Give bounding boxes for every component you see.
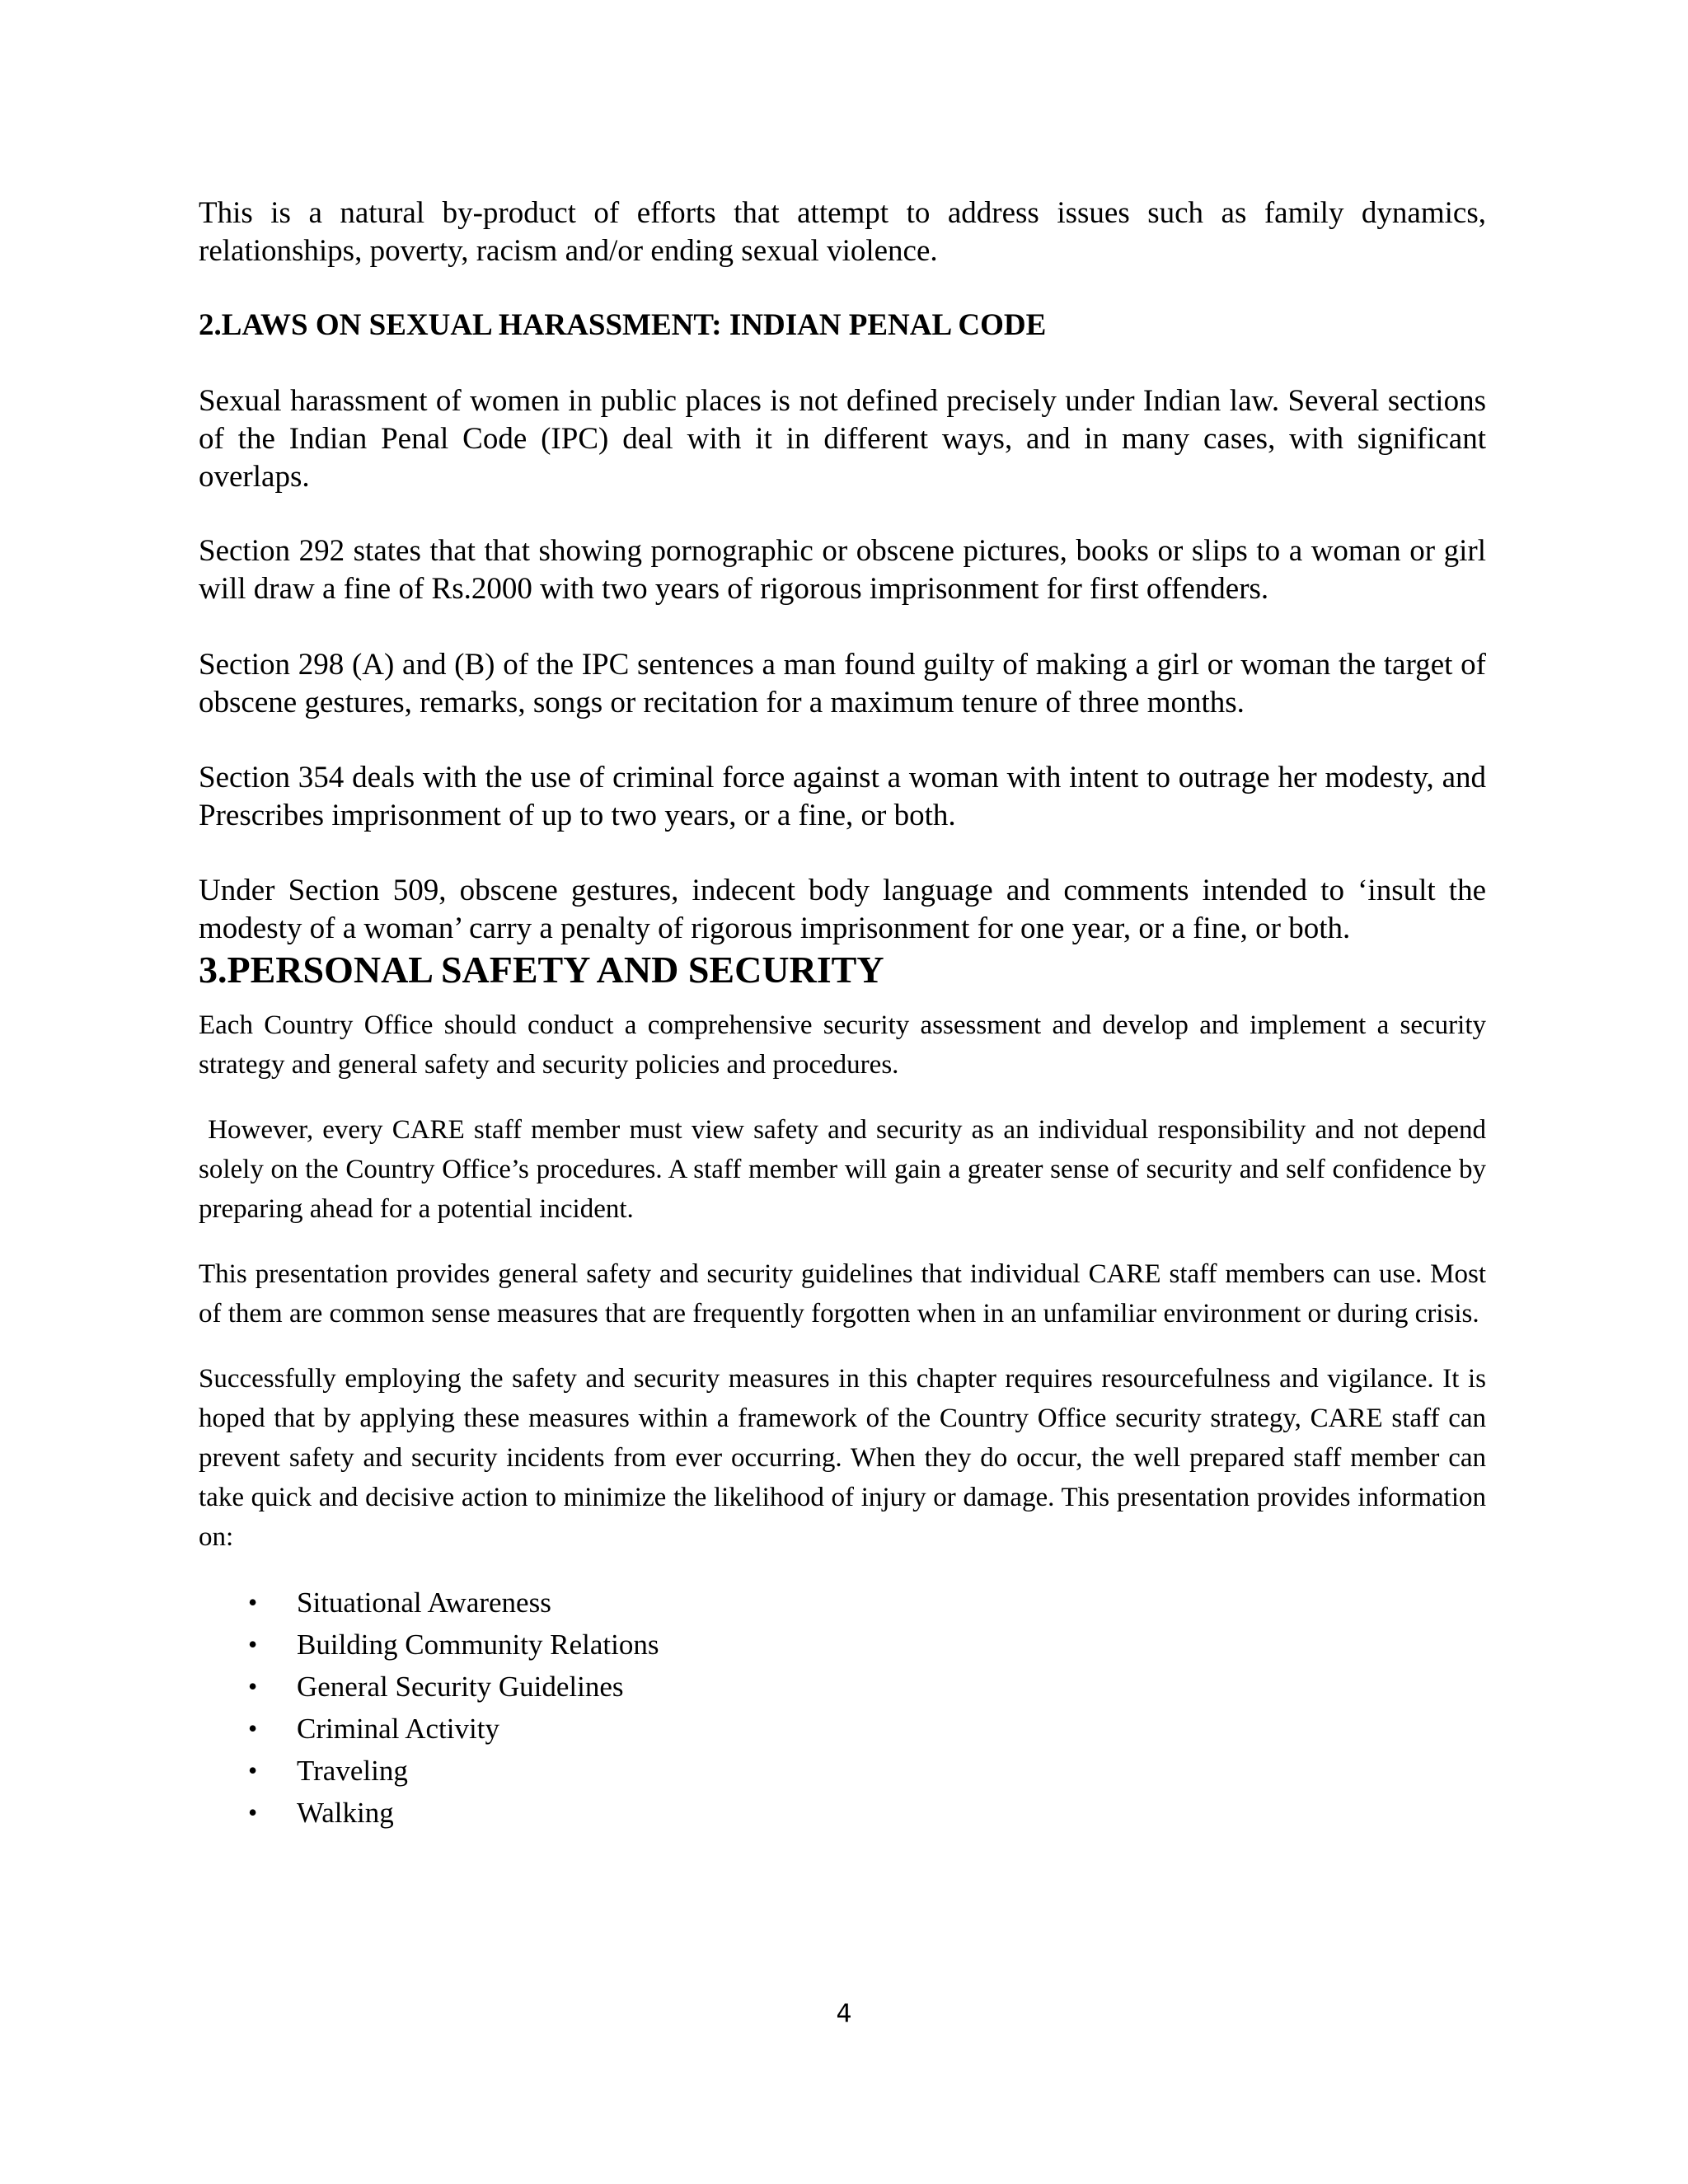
section-292-paragraph: Section 292 states that that showing pornographic or obscene pictures, books or slips to a woman or girl will draw a fine of Rs.2000 with two years of rigorous imprisonment for first offenders. [199, 534, 1486, 606]
list-item-label: Building Community Relations [297, 1629, 659, 1661]
intro-paragraph: This is a natural by-product of efforts that attempt to address issues such as family dynamics, relationships, poverty, racism and/or ending sexual violence. [199, 196, 1486, 268]
bullet-icon: • [248, 1755, 258, 1785]
section-3-paragraph-1: Each Country Office should conduct a comprehensive security assessment and develop and implement a security strategy and general safety and security policies and procedures. [199, 1010, 1486, 1080]
list-item [199, 1708, 1486, 1750]
list-item [199, 1666, 1486, 1708]
bullet-icon: • [248, 1587, 258, 1617]
page-content [199, 194, 1493, 1834]
section-2-paragraph-1: Sexual harassment of women in public places is not defined precisely under Indian law. Several sections of the Indian Penal Code (IPC) deal with it in different ways, and in many cases, with significant overlaps. [199, 384, 1486, 494]
bullet-icon: • [248, 1713, 258, 1743]
bullet-icon: • [248, 1671, 258, 1701]
section-3-paragraph-3: This presentation provides general safety and security guidelines that individual CARE staff members can use. Most of them are common sense measures that are frequently forgotten when in an unfamiliar environment or during crisis. [199, 1259, 1486, 1329]
list-item [199, 1624, 1486, 1666]
list-item-label: Situational Awareness [297, 1586, 551, 1619]
section-298-paragraph: Section 298 (A) and (B) of the IPC sentences a man found guilty of making a girl or woman the target of obscene gestures, remarks, songs or recitation for a maximum tenure of three months. [199, 648, 1486, 719]
list-item [199, 1582, 1486, 1624]
list-item-label: Traveling [297, 1755, 408, 1787]
section-3-paragraph-4: Successfully employing the safety and security measures in this chapter requires resourcefulness and vigilance. It is hoped that by applying these measures within a framework of the Country Office security strategy, CARE staff can prevent safety and security incidents from ever occurring. When they do occur, the well prepared staff member can take quick and decisive action to minimize the likelihood of injury or damage. This presentation provides information on: [199, 1364, 1486, 1552]
topics-bullet-list [199, 1582, 1486, 1834]
list-item-label: General Security Guidelines [297, 1671, 624, 1703]
list-item-label: Walking [297, 1797, 394, 1829]
section-354-paragraph: Section 354 deals with the use of criminal force against a woman with intent to outrage her modesty, and Prescribes imprisonment of up to two years, or a fine, or both. [199, 761, 1486, 832]
bullet-icon: • [248, 1629, 258, 1659]
list-item [199, 1750, 1486, 1792]
page-number: 4 [836, 1999, 852, 2028]
list-item [199, 1792, 1486, 1834]
bullet-icon: • [248, 1797, 258, 1827]
section-2-heading: 2.LAWS ON SEXUAL HARASSMENT: INDIAN PENAL CODE [199, 308, 1047, 342]
list-item-label: Criminal Activity [297, 1713, 499, 1745]
section-3-heading: 3.PERSONAL SAFETY AND SECURITY [199, 949, 884, 991]
section-509-paragraph: Under Section 509, obscene gestures, indecent body language and comments intended to ‘insult the modesty of a woman’ carry a penalty of rigorous imprisonment for one year, or a fine, or both. [199, 874, 1486, 945]
section-3-paragraph-2: However, every CARE staff member must view safety and security as an individual responsibility and not depend solely on the Country Office’s procedures. A staff member will gain a greater sense of security and self confidence by preparing ahead for a potential incident. [199, 1115, 1493, 1224]
